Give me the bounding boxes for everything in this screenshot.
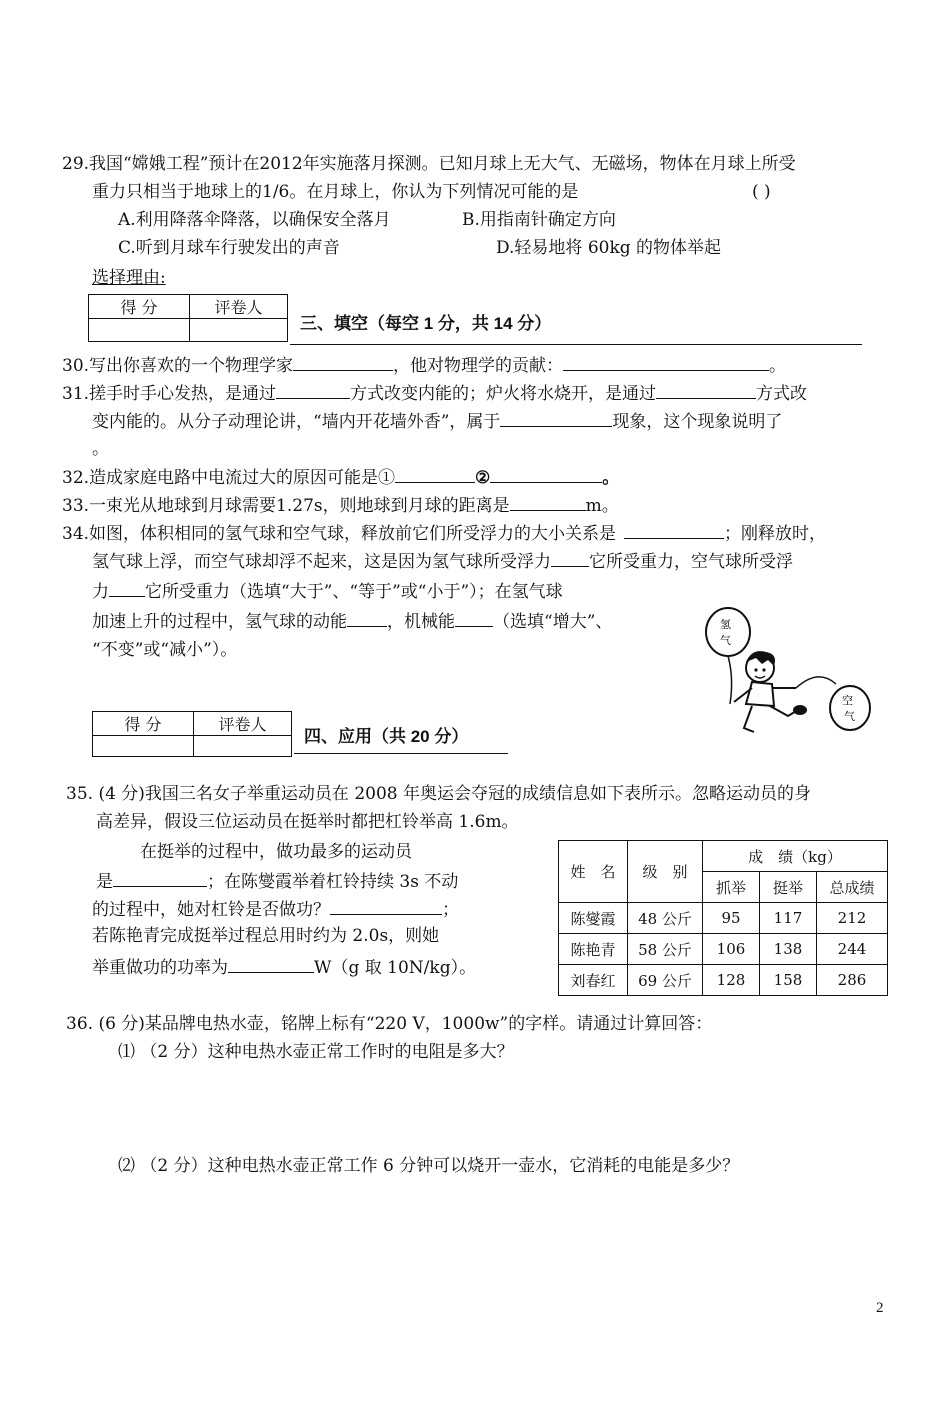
q30-blank-contribution[interactable] bbox=[563, 352, 769, 371]
q29-option-b: B.用指南针确定方向 bbox=[462, 210, 616, 230]
air-balloon-label-2: 气 bbox=[844, 710, 855, 723]
q35-text-i: 举重做功的功率为 bbox=[92, 958, 228, 978]
q35-blank-3[interactable] bbox=[228, 954, 314, 973]
air-balloon bbox=[830, 686, 870, 730]
header-clean-jerk: 挺举 bbox=[760, 872, 817, 903]
cell-total: 286 bbox=[817, 965, 888, 996]
q34-text-a: 34.如图，体积相同的氢气球和空气球，释放前它们所受浮力的大小关系是 bbox=[62, 524, 617, 544]
q36-part1: ⑴ （2 分）这种电热水壶正常工作时的电阻是多大？ bbox=[118, 1042, 514, 1062]
header-name: 姓 名 bbox=[559, 841, 628, 903]
q35-text-e: ；在陈燮霞举着杠铃持续 3s 不动 bbox=[207, 872, 459, 892]
child-eye-left bbox=[754, 668, 757, 671]
cell-total: 212 bbox=[817, 903, 888, 934]
section3-rule bbox=[290, 344, 862, 345]
q31-line1 bbox=[62, 380, 807, 406]
q34-line3 bbox=[92, 578, 563, 604]
page-number: 2 bbox=[876, 1300, 884, 1316]
q34-line5: “不变”或“减小”）。 bbox=[92, 640, 238, 660]
q36-part2: ⑵ （2 分）这种电热水壶正常工作 6 分钟可以烧开一壶水，它消耗的电能是多少？ bbox=[118, 1156, 740, 1176]
air-balloon-label-1: 空 bbox=[842, 694, 853, 707]
q34-blank-2[interactable] bbox=[551, 548, 589, 567]
header-class: 级 别 bbox=[628, 841, 703, 903]
grader-label: 评卷人 bbox=[194, 712, 292, 736]
q32-blank-2[interactable] bbox=[490, 464, 602, 483]
hydrogen-string bbox=[728, 656, 732, 704]
table-row bbox=[559, 965, 888, 996]
q31-text-b: 方式改变内能的；炉火将水烧开，是通过 bbox=[350, 384, 657, 404]
score-cell[interactable] bbox=[89, 319, 190, 342]
q33-blank[interactable] bbox=[510, 492, 586, 511]
score-cell[interactable] bbox=[93, 736, 194, 757]
q34-line1 bbox=[62, 520, 826, 546]
q32-text-a: 32.造成家庭电路中电流过大的原因可能是① bbox=[62, 468, 396, 488]
q29-option-a: A.利用降落伞降落，以确保安全落月 bbox=[118, 210, 391, 230]
q31-blank-3[interactable] bbox=[500, 408, 612, 427]
q34-text-i: （选填“增大”、 bbox=[493, 612, 613, 632]
cell-class: 58 公斤 bbox=[628, 934, 703, 965]
cell-class: 69 公斤 bbox=[628, 965, 703, 996]
q31-text-f: 。 bbox=[92, 439, 109, 459]
cell-clean-jerk: 158 bbox=[760, 965, 817, 996]
hydrogen-balloon-label-1: 氢 bbox=[720, 618, 731, 631]
q31-line2 bbox=[92, 408, 782, 434]
q35-blank-2[interactable] bbox=[330, 896, 442, 915]
q34-blank-1[interactable] bbox=[624, 520, 724, 539]
q34-text-d: 它所受重力，空气球所受浮 bbox=[589, 552, 793, 572]
balloon-child-figure bbox=[700, 604, 890, 744]
q29-line2: 重力只相当于地球上的1/6。在月球上，你认为下列情况可能的是 bbox=[92, 182, 579, 202]
q35-text-g: ； bbox=[442, 900, 459, 920]
score-box-section3 bbox=[88, 294, 288, 342]
cell-clean-jerk: 138 bbox=[760, 934, 817, 965]
cell-name: 陈艳青 bbox=[559, 934, 628, 965]
cell-name: 刘春红 bbox=[559, 965, 628, 996]
section3-title: 三、填空（每空 1 分，共 14 分） bbox=[300, 314, 552, 333]
q32 bbox=[62, 464, 619, 490]
child-shoe bbox=[793, 705, 807, 715]
section4-rule bbox=[294, 753, 508, 754]
q31-text-d: 变内能的。从分子动理论讲，“墙内开花墙外香”，属于 bbox=[92, 412, 501, 432]
q29-option-c: C.听到月球车行驶发出的声音 bbox=[118, 238, 340, 258]
air-string bbox=[796, 677, 836, 688]
child-eye-right bbox=[762, 668, 765, 671]
q30-text-b: ，他对物理学的贡献： bbox=[393, 356, 564, 376]
header-score: 成 绩（kg） bbox=[703, 841, 888, 872]
q30 bbox=[62, 352, 786, 378]
grader-cell[interactable] bbox=[194, 736, 292, 757]
q34-blank-3[interactable] bbox=[109, 578, 145, 597]
q35-text-j: W（g 取 10N/kg）。 bbox=[314, 958, 477, 978]
q34-blank-5[interactable] bbox=[455, 608, 493, 627]
header-snatch: 抓举 bbox=[703, 872, 760, 903]
q35-line1: 35. (4 分)我国三名女子举重运动员在 2008 年奥运会夺冠的成绩信息如下表所示。忽略运动员的身 bbox=[66, 784, 811, 804]
q31-text-e: 现象，这个现象说明了 bbox=[612, 412, 783, 432]
cell-snatch: 106 bbox=[703, 934, 760, 965]
q31-blank-1[interactable] bbox=[276, 380, 350, 399]
child-body bbox=[746, 682, 774, 706]
q35-blank-1[interactable] bbox=[113, 868, 207, 887]
q31-blank-2[interactable] bbox=[656, 380, 756, 399]
q34-text-e: 力 bbox=[92, 582, 109, 602]
child-mouth bbox=[755, 676, 765, 678]
q29-reason-label: 选择理由: bbox=[92, 268, 166, 288]
q31-text-a: 31.搓手时手心发热，是通过 bbox=[62, 384, 277, 404]
q35-line5 bbox=[92, 896, 459, 922]
q35-text-d: 是 bbox=[96, 872, 113, 892]
score-label: 得 分 bbox=[93, 712, 194, 736]
q34-text-c: 氢气球上浮，而空气球却浮不起来，这是因为氢气球所受浮力 bbox=[92, 552, 551, 572]
header-total: 总成绩 bbox=[817, 872, 888, 903]
q33-text-a: 33.一束光从地球到月球需要1.27s，则地球到月球的距离是 bbox=[62, 496, 510, 516]
q35-line3: 在挺举的过程中，做功最多的运动员 bbox=[140, 842, 412, 862]
hydrogen-balloon bbox=[706, 608, 750, 656]
weightlifting-results-table bbox=[558, 840, 888, 996]
q32-blank-1[interactable] bbox=[395, 464, 475, 483]
cell-snatch: 128 bbox=[703, 965, 760, 996]
q35-line7 bbox=[92, 954, 476, 980]
q35-line4 bbox=[96, 868, 458, 894]
cell-snatch: 95 bbox=[703, 903, 760, 934]
table-row bbox=[559, 934, 888, 965]
q34-blank-4[interactable] bbox=[347, 608, 387, 627]
q33 bbox=[62, 492, 619, 518]
q29-line1: 29.我国“嫦娥工程”预计在2012年实施落月探测。已知月球上无大气、无磁场，物体在月球上所受 bbox=[62, 154, 796, 174]
q34-text-h: ，机械能 bbox=[387, 612, 455, 632]
table-row bbox=[559, 903, 888, 934]
cell-clean-jerk: 117 bbox=[760, 903, 817, 934]
child-leg-left bbox=[744, 706, 754, 732]
q32-text-c: 。 bbox=[602, 468, 620, 488]
q30-text-a: 30.写出你喜欢的一个物理学家 bbox=[62, 356, 294, 376]
q35-text-f: 的过程中，她对杠铃是否做功？ bbox=[92, 900, 330, 920]
q36-line1: 36. (6 分)某品牌电热水壶，铭牌上标有“220 V，1000w”的字样。请通过计算回答： bbox=[66, 1014, 713, 1034]
q34-text-f: 它所受重力（选填“大于”、“等于”或“小于”）；在氢气球 bbox=[145, 582, 563, 602]
q29-option-d: D.轻易地将 60kg 的物体举起 bbox=[496, 238, 722, 258]
q29-answer-paren: ( ) bbox=[752, 182, 771, 202]
score-box-section4 bbox=[92, 711, 292, 757]
q34-text-g: 加速上升的过程中，氢气球的动能 bbox=[92, 612, 347, 632]
grader-label: 评卷人 bbox=[190, 295, 288, 319]
q30-blank-physicist[interactable] bbox=[293, 352, 393, 371]
score-label: 得 分 bbox=[89, 295, 190, 319]
q35-line2: 高差异，假设三位运动员在挺举时都把杠铃举高 1.6m。 bbox=[96, 812, 519, 832]
cell-class: 48 公斤 bbox=[628, 903, 703, 934]
cell-total: 244 bbox=[817, 934, 888, 965]
cell-name: 陈燮霞 bbox=[559, 903, 628, 934]
q31-text-c: 方式改 bbox=[756, 384, 808, 404]
q31-line3 bbox=[92, 436, 109, 461]
q34-text-b: ；刚释放时， bbox=[724, 524, 827, 544]
grader-cell[interactable] bbox=[190, 319, 288, 342]
q33-text-b: m。 bbox=[585, 496, 619, 516]
q35-line6: 若陈艳青完成挺举过程总用时约为 2.0s，则她 bbox=[92, 926, 440, 946]
q34-line2 bbox=[92, 548, 793, 574]
hydrogen-balloon-label-2: 气 bbox=[720, 634, 731, 647]
q32-text-b: ② bbox=[475, 468, 491, 488]
section4-title: 四、应用（共 20 分） bbox=[304, 727, 469, 746]
q34-line4 bbox=[92, 608, 612, 634]
q30-text-c: 。 bbox=[769, 356, 787, 376]
child-hair bbox=[746, 651, 775, 666]
